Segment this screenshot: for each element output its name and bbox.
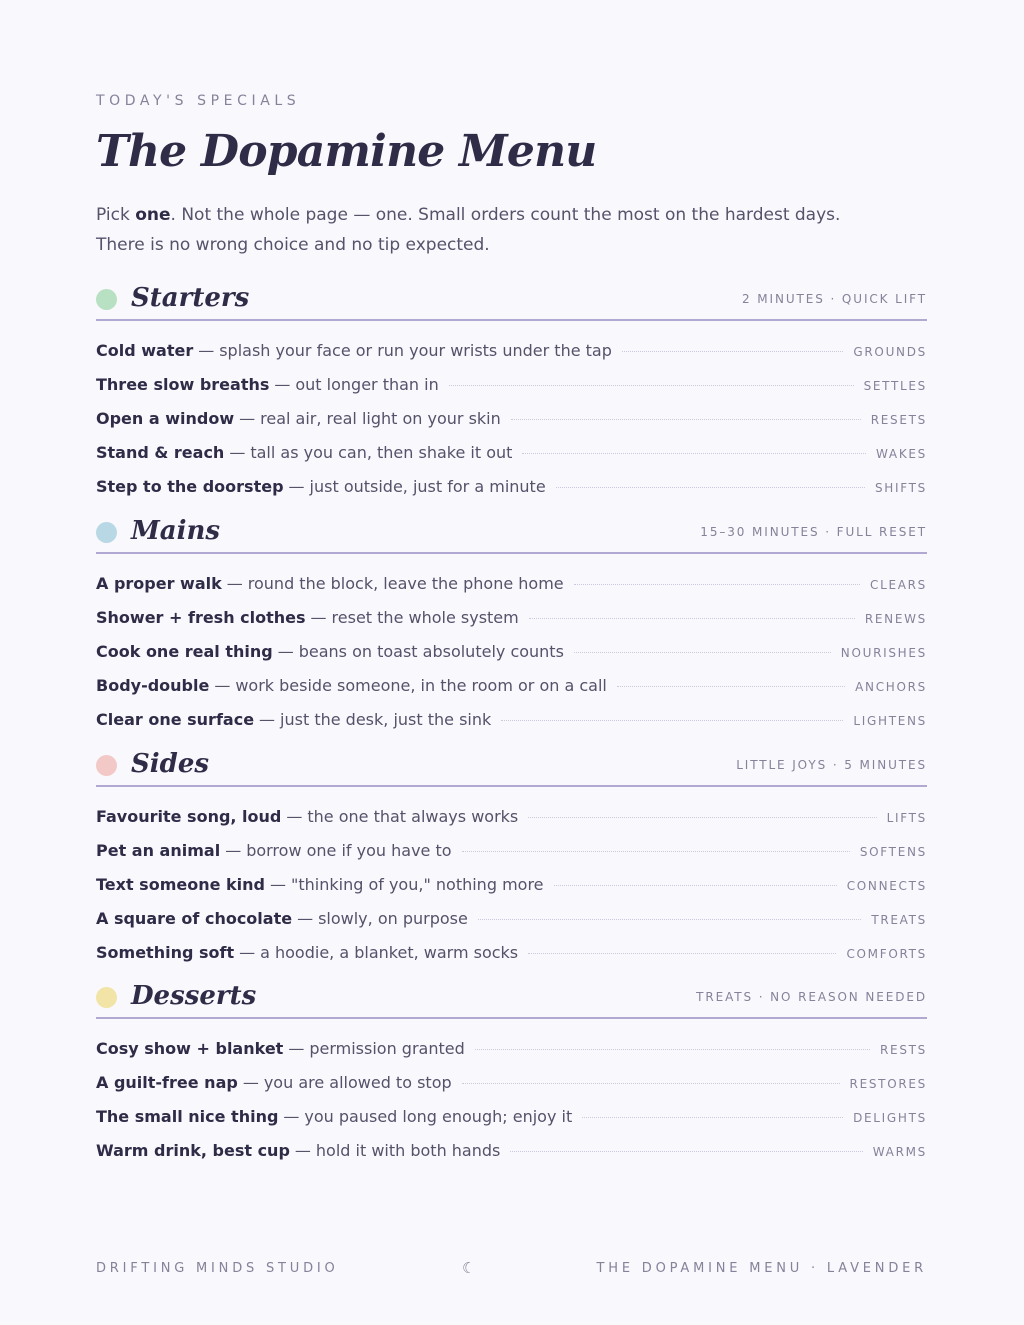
footer-studio: DRIFTING MINDS STUDIO	[96, 1261, 339, 1276]
intro-suffix: . Not the whole page — one. Small orders count the most on the hardest days. There is no wrong choice and no tip expected.	[96, 205, 841, 255]
section-dot	[96, 987, 117, 1008]
item-text	[96, 875, 544, 894]
item-effect: TREATS	[871, 913, 927, 927]
dotted-leader	[462, 851, 850, 852]
item-desc: a hoodie, a blanket, warm socks	[260, 942, 519, 962]
dotted-leader	[462, 1083, 840, 1084]
item-name: Three slow breaths	[96, 374, 270, 394]
dotted-leader	[529, 618, 855, 619]
item-desc: you are allowed to stop	[263, 1072, 452, 1092]
item-name: Warm drink, best cup	[96, 1140, 290, 1160]
dotted-leader	[449, 385, 854, 386]
item-dash: —	[239, 942, 256, 962]
item-list	[96, 1019, 927, 1167]
section-meta: 15–30 MINUTES · FULL RESET	[700, 525, 927, 539]
item-desc: borrow one if you have to	[246, 840, 452, 860]
item-name: Favourite song, loud	[96, 806, 282, 826]
item-dash: —	[297, 908, 314, 928]
eyebrow: TODAY'S SPECIALS	[96, 93, 301, 109]
section-header	[96, 977, 927, 1019]
item-text	[96, 574, 564, 593]
item-desc: hold it with both hands	[315, 1140, 501, 1160]
item-effect: ANCHORS	[855, 680, 927, 694]
section-mains	[96, 512, 927, 736]
item-name: Something soft	[96, 942, 235, 962]
item-desc: real air, real light on your skin	[260, 408, 501, 428]
item-text	[96, 375, 439, 394]
dotted-leader	[617, 686, 845, 687]
item-name: Pet an animal	[96, 840, 221, 860]
dotted-leader	[501, 720, 843, 721]
item-effect: COMFORTS	[846, 947, 927, 961]
moon-icon: ☾	[462, 1259, 476, 1277]
item-text	[96, 676, 607, 695]
item-desc: splash your face or run your wrists under the tap	[219, 340, 612, 360]
menu-item	[96, 799, 927, 833]
item-effect: SETTLES	[863, 379, 927, 393]
section-title: Sides	[131, 749, 210, 779]
menu-item	[96, 702, 927, 736]
item-name: Body-double	[96, 675, 210, 695]
menu-item	[96, 435, 927, 469]
dotted-leader	[475, 1049, 870, 1050]
item-effect: WARMS	[872, 1145, 927, 1159]
dotted-leader	[554, 885, 837, 886]
item-name: A guilt-free nap	[96, 1072, 238, 1092]
item-text	[96, 341, 612, 360]
item-dash: —	[225, 840, 242, 860]
intro-bold: one	[135, 205, 171, 225]
section-title: Desserts	[131, 981, 257, 1011]
item-list	[96, 321, 927, 503]
item-list	[96, 554, 927, 736]
menu-item	[96, 1065, 927, 1099]
section-header	[96, 745, 927, 787]
item-desc: the one that always works	[307, 806, 519, 826]
item-desc: tall as you can, then shake it out	[250, 442, 513, 462]
item-text	[96, 1141, 500, 1160]
item-name: Open a window	[96, 408, 235, 428]
dotted-leader	[582, 1117, 843, 1118]
item-desc: beans on toast absolutely counts	[298, 641, 564, 661]
item-name: Cold water	[96, 340, 194, 360]
item-effect: RESETS	[870, 413, 927, 427]
menu-item	[96, 1099, 927, 1133]
menu-item	[96, 333, 927, 367]
section-meta: TREATS · NO REASON NEEDED	[696, 990, 927, 1004]
item-text	[96, 943, 518, 962]
dotted-leader	[511, 419, 861, 420]
item-list	[96, 787, 927, 969]
item-name: A proper walk	[96, 573, 222, 593]
section-header	[96, 512, 927, 554]
item-effect: CONNECTS	[846, 879, 927, 893]
item-desc: permission granted	[309, 1038, 465, 1058]
section-title: Starters	[131, 283, 250, 313]
menu-item	[96, 833, 927, 867]
item-desc: just the desk, just the sink	[280, 709, 492, 729]
dotted-leader	[510, 1151, 862, 1152]
item-effect: LIGHTENS	[853, 714, 927, 728]
section-desserts	[96, 977, 927, 1167]
item-text	[96, 642, 564, 661]
item-text	[96, 1073, 452, 1092]
item-dash: —	[288, 476, 305, 496]
dotted-leader	[574, 584, 860, 585]
section-starters	[96, 279, 927, 503]
item-text	[96, 807, 518, 826]
section-meta: LITTLE JOYS · 5 MINUTES	[736, 758, 927, 772]
item-name: Cook one real thing	[96, 641, 273, 661]
item-desc: out longer than in	[295, 374, 439, 394]
item-effect: GROUNDS	[853, 345, 927, 359]
item-effect: WAKES	[876, 447, 927, 461]
item-dash: —	[286, 806, 303, 826]
item-text	[96, 1107, 572, 1126]
dotted-leader	[622, 351, 844, 352]
section-sides	[96, 745, 927, 969]
menu-item	[96, 367, 927, 401]
item-name: The small nice thing	[96, 1106, 279, 1126]
menu-item	[96, 1133, 927, 1167]
dotted-leader	[556, 487, 865, 488]
item-text	[96, 608, 519, 627]
section-header	[96, 279, 927, 321]
item-desc: you paused long enough; enjoy it	[304, 1106, 573, 1126]
item-dash: —	[277, 641, 294, 661]
item-name: Text someone kind	[96, 874, 265, 894]
item-dash: —	[229, 442, 246, 462]
item-effect: RENEWS	[864, 612, 927, 626]
item-effect: SOFTENS	[859, 845, 927, 859]
item-dash: —	[242, 1072, 259, 1092]
item-dash: —	[198, 340, 215, 360]
intro-text	[96, 201, 866, 260]
item-text	[96, 409, 501, 428]
item-effect: LIFTS	[886, 811, 927, 825]
intro-prefix: Pick	[96, 205, 136, 225]
item-name: Clear one surface	[96, 709, 255, 729]
item-name: Shower + fresh clothes	[96, 607, 306, 627]
item-text	[96, 443, 512, 462]
section-meta: 2 MINUTES · QUICK LIFT	[742, 292, 927, 306]
item-text	[96, 1039, 465, 1058]
dotted-leader	[478, 919, 861, 920]
menu-item	[96, 935, 927, 969]
menu-item	[96, 867, 927, 901]
item-dash: —	[310, 607, 327, 627]
menu-item	[96, 634, 927, 668]
menu-item	[96, 469, 927, 503]
section-title: Mains	[131, 516, 221, 546]
menu-item	[96, 566, 927, 600]
item-text	[96, 909, 468, 928]
item-dash: —	[259, 709, 276, 729]
dotted-leader	[528, 953, 836, 954]
menu-item	[96, 401, 927, 435]
item-dash: —	[294, 1140, 311, 1160]
item-effect: RESTS	[880, 1043, 927, 1057]
item-effect: CLEARS	[869, 578, 927, 592]
item-name: A square of chocolate	[96, 908, 293, 928]
item-dash: —	[274, 374, 291, 394]
item-name: Stand & reach	[96, 442, 225, 462]
dotted-leader	[522, 453, 866, 454]
item-desc: "thinking of you," nothing more	[291, 874, 544, 894]
item-name: Step to the doorstep	[96, 476, 284, 496]
item-effect: RESTORES	[849, 1077, 927, 1091]
item-desc: just outside, just for a minute	[309, 476, 546, 496]
dotted-leader	[528, 817, 876, 818]
menu-item	[96, 901, 927, 935]
item-dash: —	[226, 573, 243, 593]
item-desc: round the block, leave the phone home	[247, 573, 564, 593]
item-dash: —	[214, 675, 231, 695]
item-dash: —	[283, 1106, 300, 1126]
item-effect: SHIFTS	[874, 481, 927, 495]
item-dash: —	[270, 874, 286, 894]
section-dot	[96, 755, 117, 776]
footer-title: THE DOPAMINE MENU · LAVENDER	[596, 1261, 927, 1276]
section-dot	[96, 289, 117, 310]
section-dot	[96, 522, 117, 543]
item-desc: slowly, on purpose	[318, 908, 468, 928]
menu-item	[96, 600, 927, 634]
menu-item	[96, 1031, 927, 1065]
dotted-leader	[574, 652, 831, 653]
item-effect: DELIGHTS	[853, 1111, 927, 1125]
item-name: Cosy show + blanket	[96, 1038, 284, 1058]
item-dash: —	[239, 408, 256, 428]
item-effect: NOURISHES	[840, 646, 927, 660]
item-text	[96, 841, 452, 860]
item-text	[96, 477, 546, 496]
item-dash: —	[288, 1038, 305, 1058]
item-desc: reset the whole system	[331, 607, 519, 627]
item-text	[96, 710, 491, 729]
page-title: The Dopamine Menu	[96, 126, 597, 177]
menu-item	[96, 668, 927, 702]
item-desc: work beside someone, in the room or on a call	[235, 675, 607, 695]
